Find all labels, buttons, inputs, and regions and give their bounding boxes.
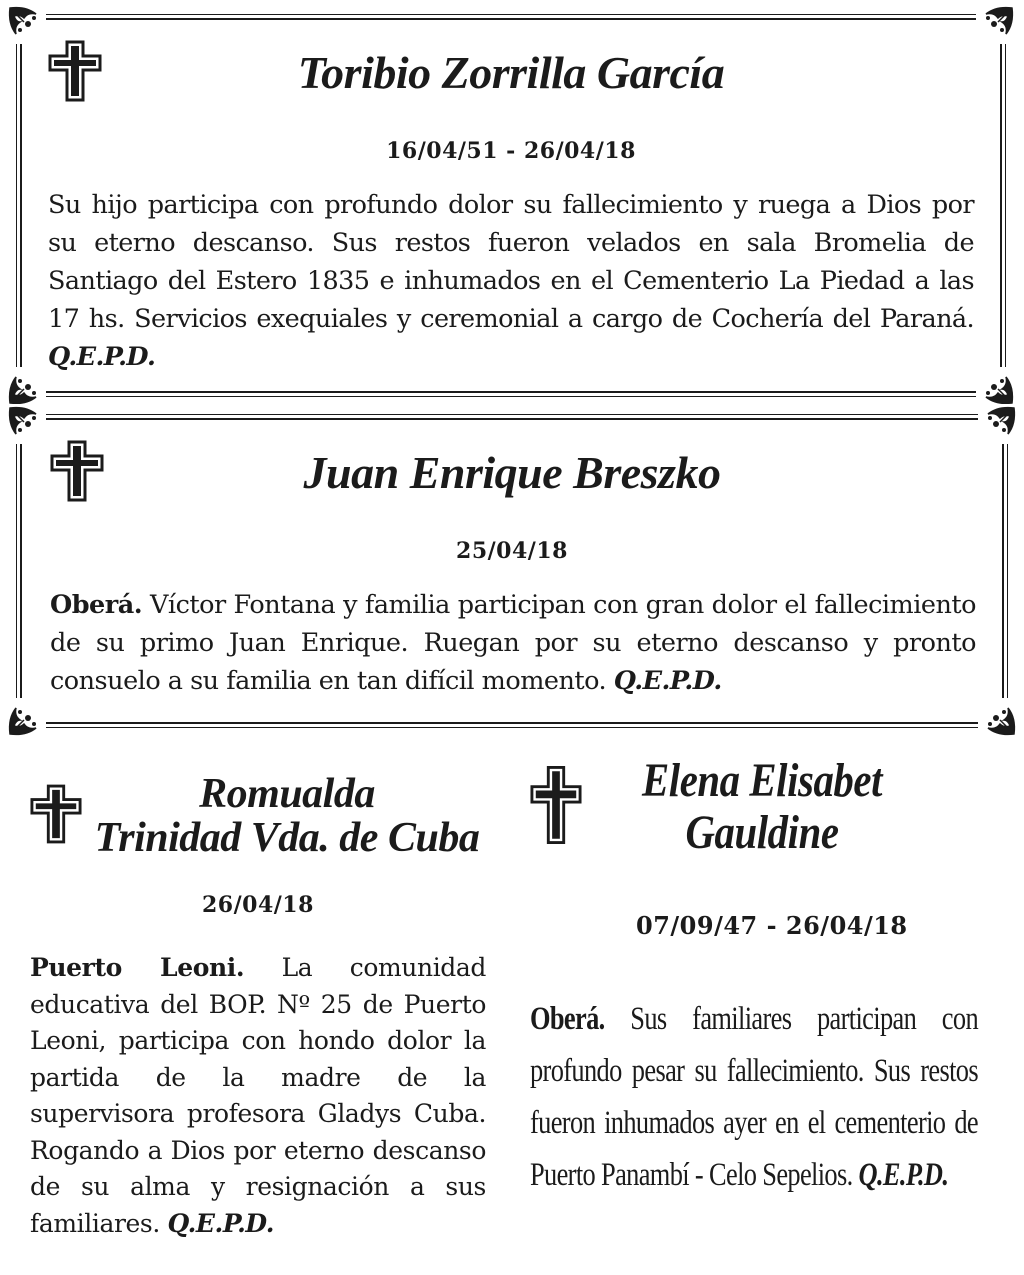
deceased-name-line2: Trinidad Vda. de Cuba <box>94 815 480 861</box>
notice-location: Puerto Leoni. <box>30 953 245 982</box>
ornamental-corner-icon <box>6 4 46 44</box>
notice-dates: 07/09/47 - 26/04/18 <box>636 911 908 940</box>
notice-text: Víctor Fontana y familia participan con gran dolor el fallecimiento de su primo Juan Enrique. Ruegan por su eterno descanso y pronto consuelo a su familia en tan difícil momento. <box>50 590 977 696</box>
latin-cross-icon <box>30 784 82 844</box>
notice-location: Oberá. <box>50 590 143 620</box>
ornamental-corner-icon <box>6 367 46 407</box>
notice-text: Su hijo participa con profundo dolor su fallecimiento y ruega a Dios por su eterno descanso. Sus restos fueron velados en sala Bromelia de Santiago del Estero 1835 e inhumados en el Cementerio La Piedad a las 17 hs. Servicios exequiales y ceremonial a cargo de Cochería del Paraná. <box>48 190 974 334</box>
qepd-closing: Q.E.P.D. <box>613 666 722 696</box>
deceased-name: Juan Enrique Breszko <box>303 447 721 498</box>
notice-body <box>50 586 976 700</box>
obituary-notice <box>20 18 1002 393</box>
ornamental-corner-icon <box>978 698 1018 738</box>
deceased-name-line2: Gauldine <box>685 806 839 859</box>
qepd-closing: Q.E.P.D. <box>167 1208 275 1238</box>
notice-body <box>30 950 486 1242</box>
notice-dates: 25/04/18 <box>456 538 568 564</box>
notice-body <box>48 186 974 376</box>
qepd-closing: Q.E.P.D. <box>858 1157 949 1193</box>
obituary-notice <box>20 418 1004 724</box>
notice-text: La comunidad educativa del BOP. Nº 25 de Puerto Leoni, participa con hondo dolor la partida de la madre de la supervisora profesora Gladys Cuba. Rogando a Dios por eterno descanso de su alma y resignación a sus familiares. <box>30 953 486 1238</box>
ornamental-corner-icon <box>978 404 1018 444</box>
notice-text: Sus familiares participan con profundo pesar su fallecimiento. Sus restos fueron inhumados ayer en el cementerio de Puerto Panambí - Celo Sepelios. <box>530 1001 979 1193</box>
notice-body <box>530 993 978 1201</box>
deceased-name-line1: Romualda <box>199 771 375 817</box>
obituary-notice <box>18 760 496 1260</box>
ornamental-corner-icon <box>976 367 1016 407</box>
deceased-name <box>541 755 983 859</box>
notice-location: Oberá. <box>530 1001 605 1037</box>
deceased-name: Toribio Zorrilla García <box>297 47 725 98</box>
notice-dates: 26/04/18 <box>202 892 314 918</box>
obituary-notice <box>522 745 1004 1255</box>
ornamental-corner-icon <box>6 404 46 444</box>
qepd-closing: Q.E.P.D. <box>48 342 156 372</box>
ornamental-corner-icon <box>976 4 1016 44</box>
ornamental-corner-icon <box>6 698 46 738</box>
deceased-name-line1: Elena Elisabet <box>641 754 882 807</box>
notice-dates: 16/04/51 - 26/04/18 <box>386 138 636 164</box>
deceased-name <box>78 772 496 860</box>
